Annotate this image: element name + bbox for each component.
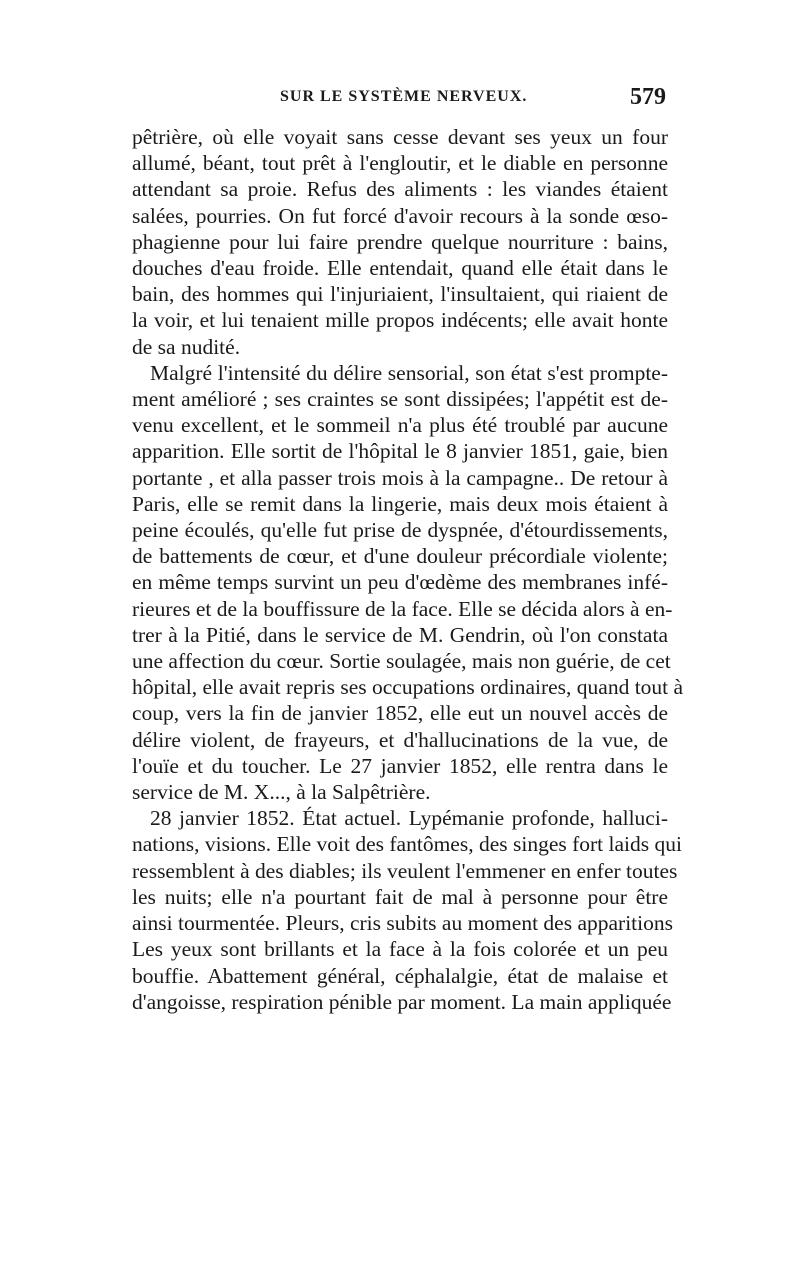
text-line: de sa nudité.	[132, 334, 241, 359]
text-line: bouffie. Abattement général, céphalalgie, état de malaise et	[132, 963, 668, 988]
text-line: Les yeux sont brillants et la face à la fois colorée et un peu	[132, 937, 668, 962]
text-line: d'angoisse, respiration pénible par moment. La main appliquée	[132, 989, 672, 1014]
text-line: venu excellent, et le sommeil n'a plus été troublé par aucune	[132, 413, 668, 438]
paragraph	[132, 805, 682, 1015]
paragraph	[132, 124, 668, 360]
text-line: bain, des hommes qui l'injuriaient, l'insultaient, qui riaient de	[132, 282, 668, 307]
text-line: ment amélioré ; ses craintes se sont dissipées; l'appétit est de-	[132, 387, 668, 412]
text-line: délire violent, de frayeurs, et d'hallucinations de la vue, de	[132, 727, 668, 752]
text-line: Malgré l'intensité du délire sensorial, son état s'est prompte-	[150, 360, 668, 385]
text-line: allumé, béant, tout prêt à l'engloutir, et le diable en personne	[132, 151, 668, 176]
paragraph	[132, 360, 684, 805]
text-line: rieures et de la bouffissure de la face. Elle se décida alors à en-	[132, 596, 673, 621]
text-line: peine écoulés, qu'elle fut prise de dyspnée, d'étourdissements,	[132, 518, 668, 543]
text-line: attendant sa proie. Refus des aliments : les viandes étaient	[132, 177, 668, 202]
text-line: les nuits; elle n'a pourtant fait de mal à personne pour être	[132, 884, 668, 909]
text-line: trer à la Pitié, dans le service de M. Gendrin, où l'on constata	[132, 622, 668, 647]
text-line: portante , et alla passer trois mois à la campagne.. De retour à	[132, 465, 668, 490]
text-line: hôpital, elle avait repris ses occupations ordinaires, quand tout à	[132, 675, 684, 700]
text-line: coup, vers la fin de janvier 1852, elle eut un nouvel accès de	[132, 701, 668, 726]
text-line: ressemblent à des diables; ils veulent l'emmener en enfer toutes	[132, 858, 678, 883]
text-line: ainsi tourmentée. Pleurs, cris subits au moment des apparitions	[132, 911, 673, 936]
text-line: douches d'eau froide. Elle entendait, quand elle était dans le	[132, 256, 668, 281]
page-number: 579	[630, 84, 666, 110]
text-line: nations, visions. Elle voit des fantômes, des singes fort laids qui	[132, 832, 682, 857]
body-text	[132, 124, 684, 1015]
text-line: une affection du cœur. Sortie soulagée, mais non guérie, de cet	[132, 649, 671, 674]
book-page	[132, 84, 684, 1015]
running-head	[132, 84, 668, 124]
text-line: apparition. Elle sortit de l'hôpital le 8 janvier 1851, gaie, bien	[132, 439, 668, 464]
text-line: Paris, elle se remit dans la lingerie, mais deux mois étaient à	[132, 491, 668, 516]
text-line: pêtrière, où elle voyait sans cesse devant ses yeux un four	[132, 125, 668, 149]
text-line: salées, pourries. On fut forcé d'avoir recours à la sonde œso-	[132, 203, 668, 228]
text-line: 28 janvier 1852. État actuel. Lypémanie profonde, halluci-	[150, 806, 668, 831]
text-line: service de M. X..., à la Salpêtrière.	[132, 780, 431, 805]
text-line: phagienne pour lui faire prendre quelque nourriture : bains,	[132, 229, 668, 254]
text-line: la voir, et lui tenaient mille propos indécents; elle avait honte	[132, 308, 668, 333]
text-line: l'ouïe et du toucher. Le 27 janvier 1852, elle rentra dans le	[132, 753, 668, 778]
text-line: en même temps survint un peu d'œdème des membranes infé-	[132, 570, 668, 595]
text-line: de battements de cœur, et d'une douleur précordiale violente;	[132, 544, 668, 569]
running-title: SUR LE SYSTÈME NERVEUX.	[280, 88, 528, 105]
